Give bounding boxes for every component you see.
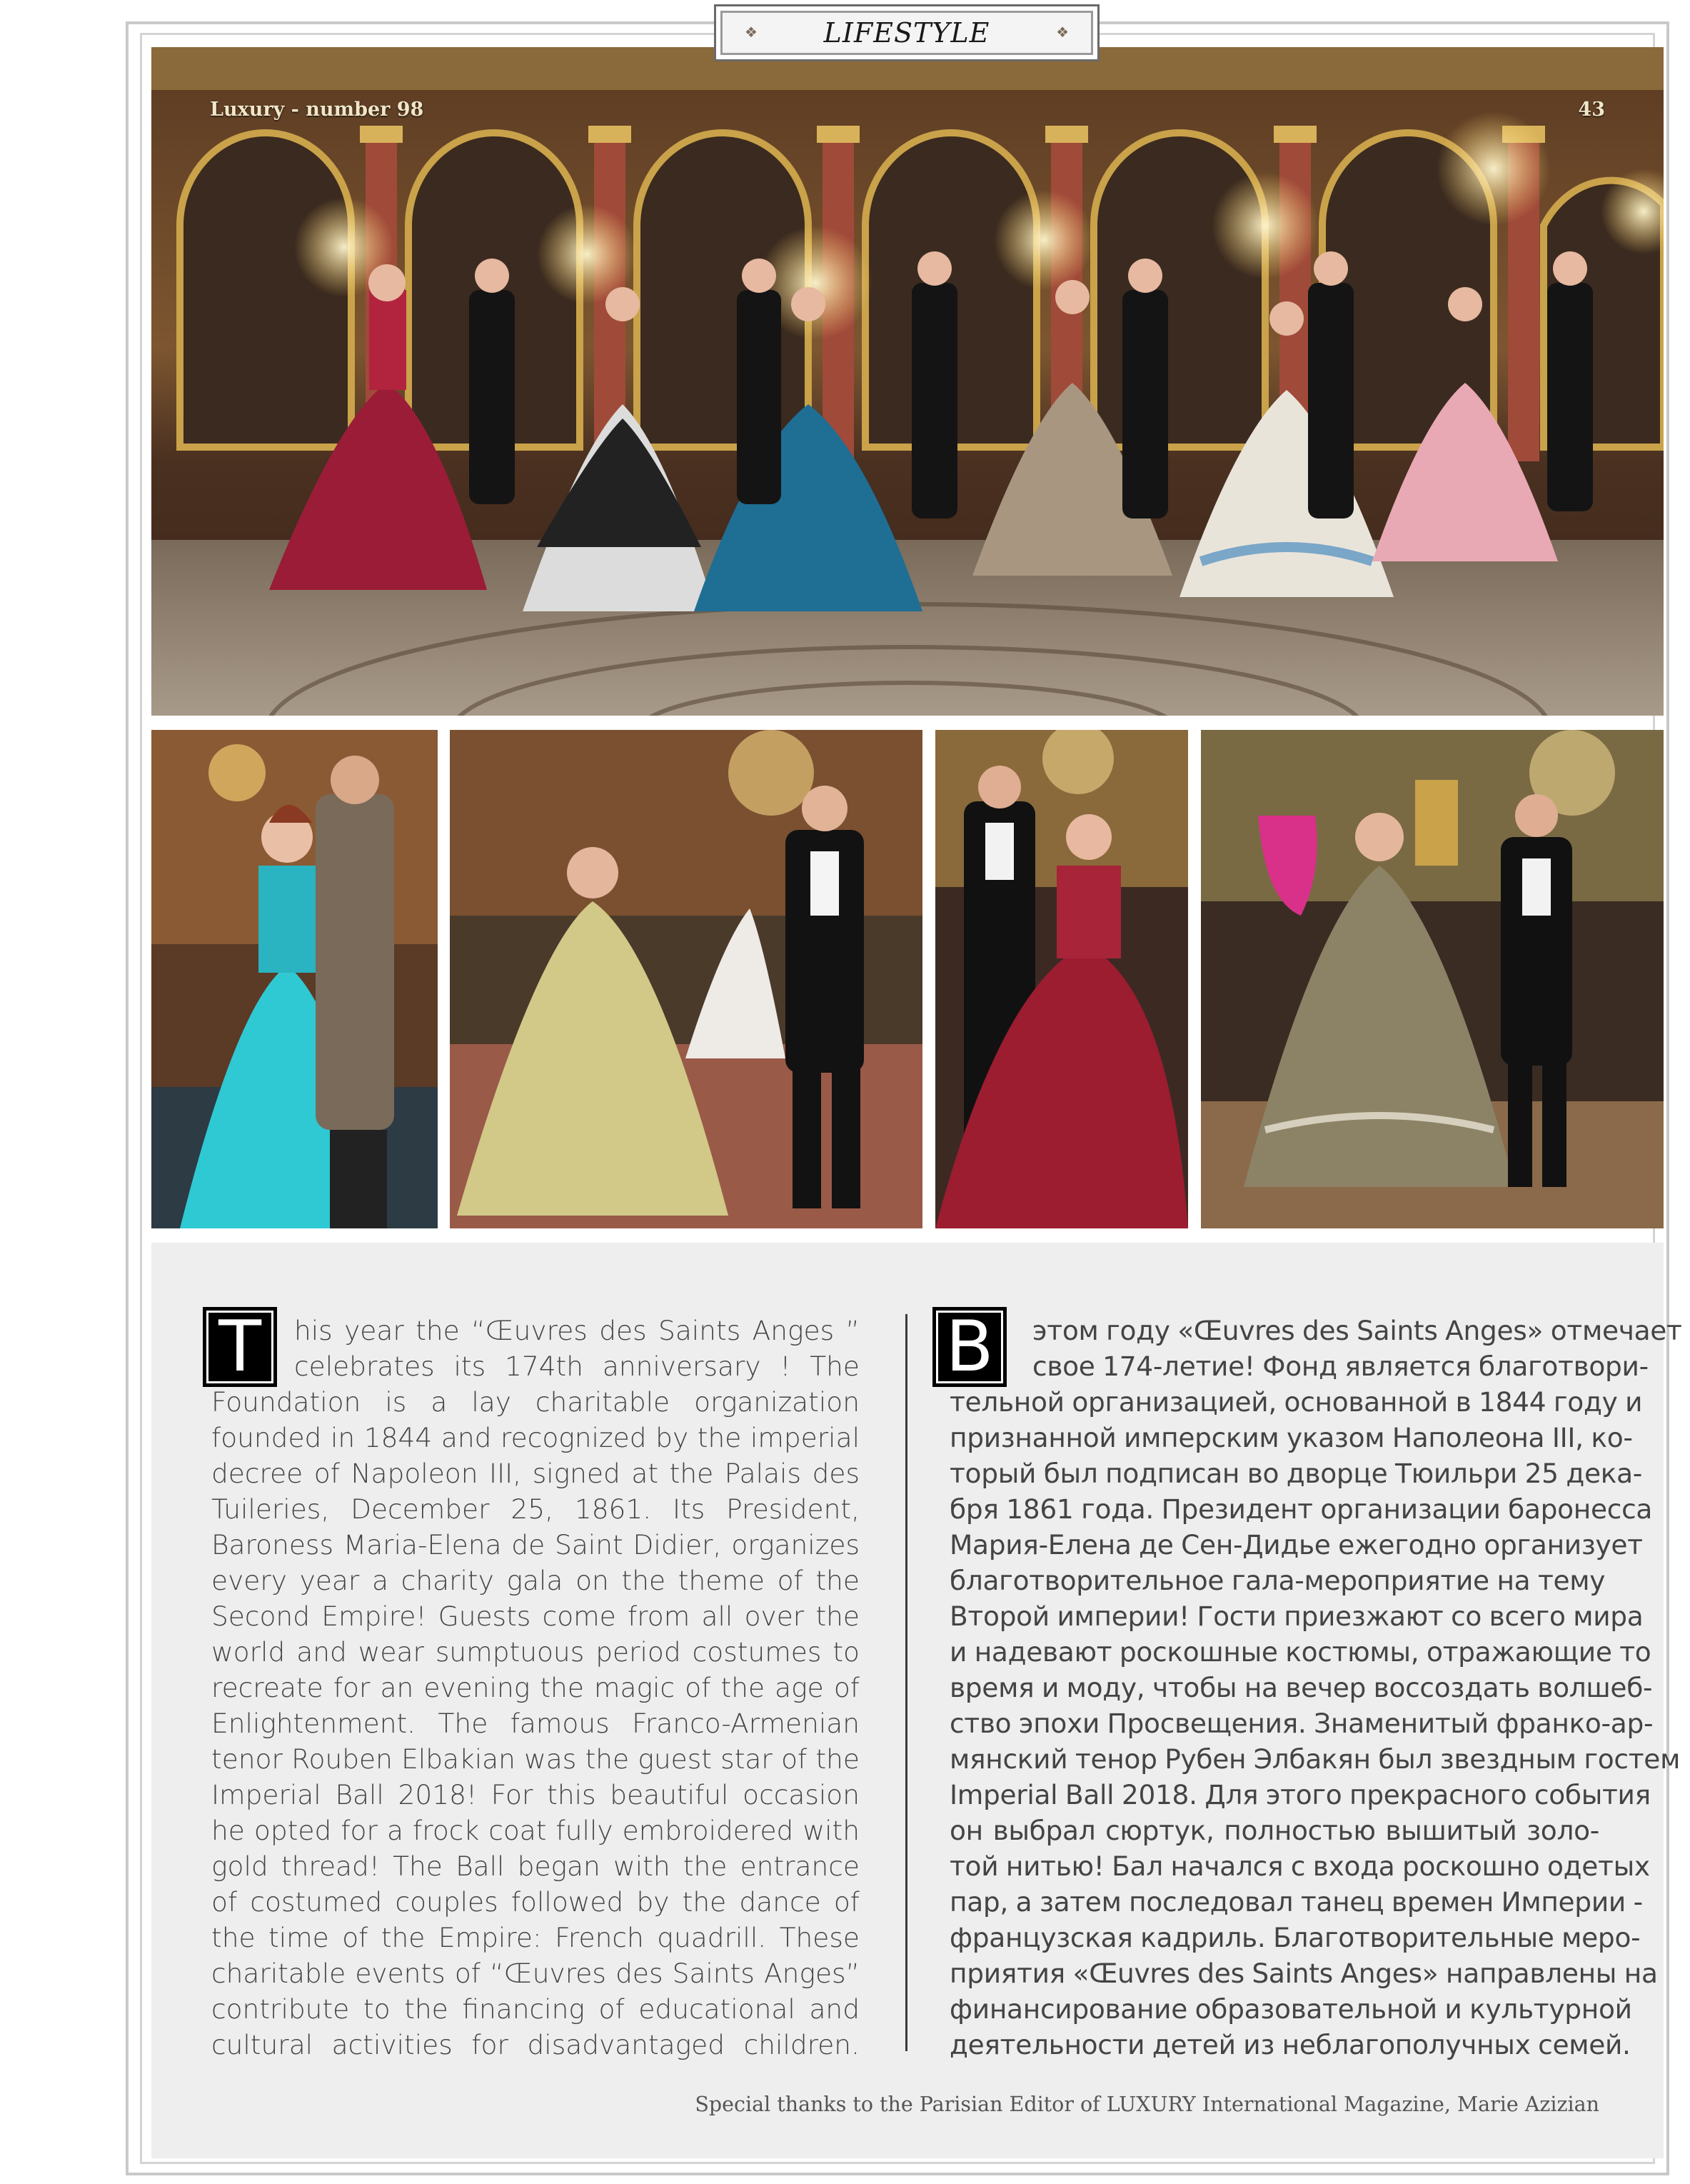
english-line: decree of Napoleon III, signed at the Palais des	[211, 1458, 860, 1489]
diamond-ornament-icon: ❖	[1056, 24, 1069, 41]
ballroom-dancers-illustration	[151, 47, 1664, 716]
english-line: gold thread! The Ball began with the entrance	[211, 1850, 860, 1882]
photo-credit: Special thanks to the Parisian Editor of LUXURY International Magazine, Marie Azizian	[695, 2093, 1599, 2116]
page-number: 43	[1578, 99, 1605, 121]
couple-gold-illustration	[450, 730, 922, 1228]
russian-article-column	[950, 1313, 1682, 2063]
russian-line: благотворительное гала-мероприятие на тему	[950, 1565, 1606, 1596]
russian-line: пар, а затем последовал танец времен Империи -	[950, 1886, 1643, 1918]
russian-line: он выбрал сюртук, полностью вышитый золо-	[950, 1815, 1599, 1846]
couple-photo-taupe-gown	[1201, 730, 1664, 1228]
russian-line: той нитью! Бал начался с входа роскошно одетых	[950, 1850, 1650, 1882]
english-line: Baroness Maria-Elena de Saint Didier, organizes	[211, 1529, 860, 1561]
russian-line: бря 1861 года. Президент организации баронесса	[950, 1493, 1653, 1525]
russian-line: деятельности детей из неблагополучных семей.	[950, 2029, 1631, 2060]
english-line: charitable events of “Œuvres des Saints Anges”	[211, 1958, 860, 1989]
english-line: Imperial Ball 2018! For this beautiful occasion	[211, 1779, 860, 1810]
article-text-panel	[151, 1243, 1682, 2158]
english-article-column	[211, 1313, 860, 2063]
english-line: of costumed couples followed by the dance of	[211, 1886, 860, 1918]
diamond-ornament-icon: ❖	[745, 24, 758, 41]
couple-crimson-illustration	[935, 730, 1188, 1228]
hero-ballroom-photo	[151, 47, 1664, 716]
english-line: Enlightenment. The famous Franco-Armenian	[211, 1708, 860, 1739]
english-line: recreate for an evening the magic of the age of	[211, 1672, 860, 1703]
russian-line: Imperial Ball 2018. Для этого прекрасного события	[950, 1779, 1651, 1810]
russian-line: финансирование образовательной и культурной	[950, 1993, 1632, 2025]
russian-line: признанной имперским указом Наполеона III, ко-	[950, 1422, 1633, 1453]
russian-line: тельной организацией, основанной в 1844 году и	[950, 1386, 1643, 1418]
russian-line: ство эпохи Просвещения. Знаменитый франко-ар-	[950, 1708, 1654, 1739]
section-title: LIFESTYLE	[823, 17, 990, 49]
english-line: every year a charity gala on the theme of the	[211, 1565, 860, 1596]
couple-photo-crimson-gown	[935, 730, 1188, 1228]
couple-photo-gold-gown	[450, 730, 922, 1228]
russian-dropcap: В	[932, 1307, 1007, 1387]
english-line: contribute to the financing of educational and	[211, 1993, 860, 2025]
english-line: founded in 1844 and recognized by the imperial	[211, 1422, 860, 1453]
english-line: cultural activities for disadvantaged children.	[211, 2029, 860, 2060]
russian-line: французская кадриль. Благотворительные меро-	[950, 1922, 1641, 1953]
russian-line: этом году «Œuvres des Saints Anges» отмечает	[1032, 1315, 1682, 1346]
english-line: celebrates its 174th anniversary ! The	[294, 1351, 860, 1382]
russian-line: торый был подписан во дворце Тюильри 25 дека-	[950, 1458, 1642, 1489]
english-line: the time of the Empire: French quadrill. These	[211, 1922, 860, 1953]
russian-line: приятия «Œuvres des Saints Anges» направлены на	[950, 1958, 1658, 1989]
english-line: tenor Rouben Elbakian was the guest star of the	[211, 1743, 860, 1775]
couple-photo-turquoise-gown	[151, 730, 438, 1228]
russian-line: Мария-Елена де Сен-Дидье ежегодно организует	[950, 1529, 1643, 1561]
couple-turquoise-illustration	[151, 730, 438, 1228]
english-line: Second Empire! Guests come from all over the	[211, 1601, 860, 1632]
english-line: his year the “Œuvres des Saints Anges ”	[294, 1315, 860, 1346]
english-line: he opted for a frock coat fully embroidered with	[211, 1815, 860, 1846]
section-header-tab	[714, 4, 1100, 61]
russian-line: свое 174-летие! Фонд является благотвори-	[1032, 1351, 1649, 1382]
russian-line: и надевают роскошные костюмы, отражающие то	[950, 1636, 1651, 1668]
english-line: Foundation is a lay charitable organization	[211, 1386, 860, 1418]
issue-label: Luxury - number 98	[210, 99, 424, 121]
english-line: world and wear sumptuous period costumes to	[211, 1636, 860, 1668]
russian-line: Второй империи! Гости приезжают со всего мира	[950, 1601, 1644, 1632]
russian-line: мянский тенор Рубен Элбакян был звездным гостем	[950, 1743, 1681, 1775]
couple-taupe-illustration	[1201, 730, 1664, 1228]
english-dropcap: T	[203, 1307, 277, 1387]
russian-line: время и моду, чтобы на вечер воссоздать волшеб-	[950, 1672, 1653, 1703]
column-divider	[905, 1314, 907, 2051]
english-line: Tuileries, December 25, 1861. Its President,	[211, 1493, 860, 1525]
